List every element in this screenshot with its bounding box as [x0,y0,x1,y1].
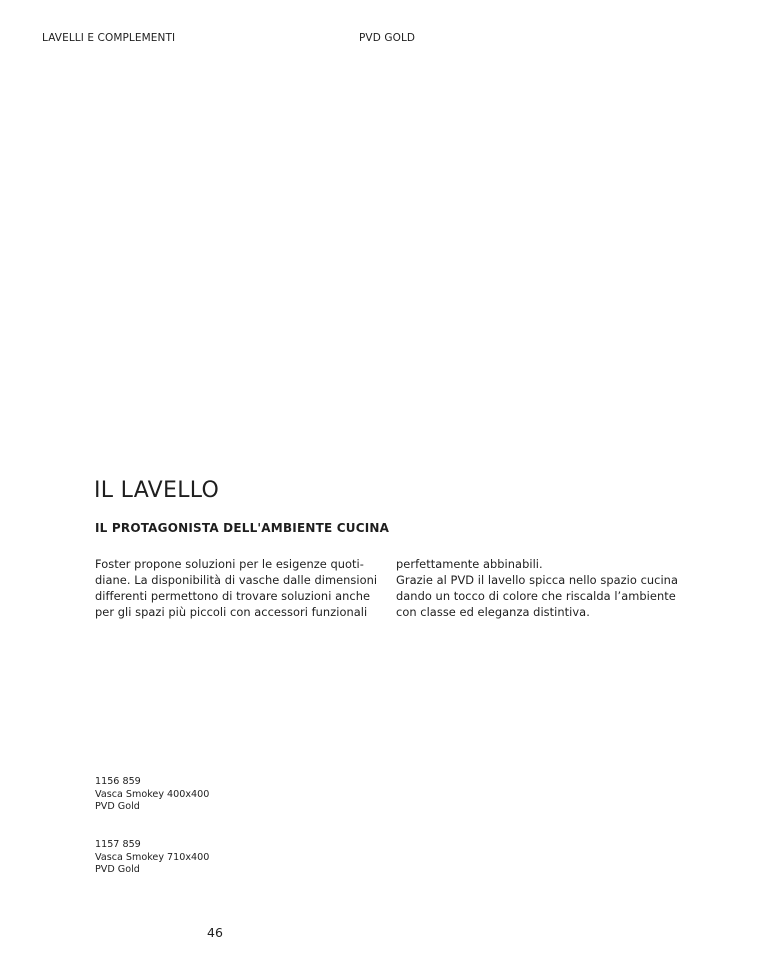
product-caption [95,776,209,814]
product-finish: PVD Gold [95,801,140,813]
body-text-line: Foster propone soluzioni per le esigenze quoti- [95,557,364,571]
header-section-label: LAVELLI E COMPLEMENTI [42,32,176,44]
body-text-line: Grazie al PVD il lavello spicca nello spazio cucina [396,573,678,587]
product-finish: PVD Gold [95,864,140,876]
body-text-right-column [396,556,696,620]
header-finish-label: PVD GOLD [359,32,416,44]
body-text-line: con classe ed eleganza distintiva. [396,605,590,619]
product-code: 1157 859 [95,839,141,850]
page-number: 46 [207,925,223,940]
product-name: Vasca Smokey 400x400 [95,788,210,800]
page-subtitle: IL PROTAGONISTA DELL'AMBIENTE CUCINA [95,521,390,535]
product-code: 1156 859 [95,776,141,787]
body-text-line: per gli spazi più piccoli con accessori funzionali [95,605,368,619]
body-text-line: diane. La disponibilità di vasche dalle dimensioni [95,573,378,587]
body-text-line: differenti permettono di trovare soluzioni anche [95,589,371,603]
body-text-left-column [95,556,385,620]
product-caption [95,839,209,877]
body-text-line: dando un tocco di colore che riscalda l’ambiente [396,589,676,603]
product-name: Vasca Smokey 710x400 [95,851,210,863]
page-title: IL LAVELLO [94,478,220,503]
body-text-line: perfettamente abbinabili. [396,557,543,571]
